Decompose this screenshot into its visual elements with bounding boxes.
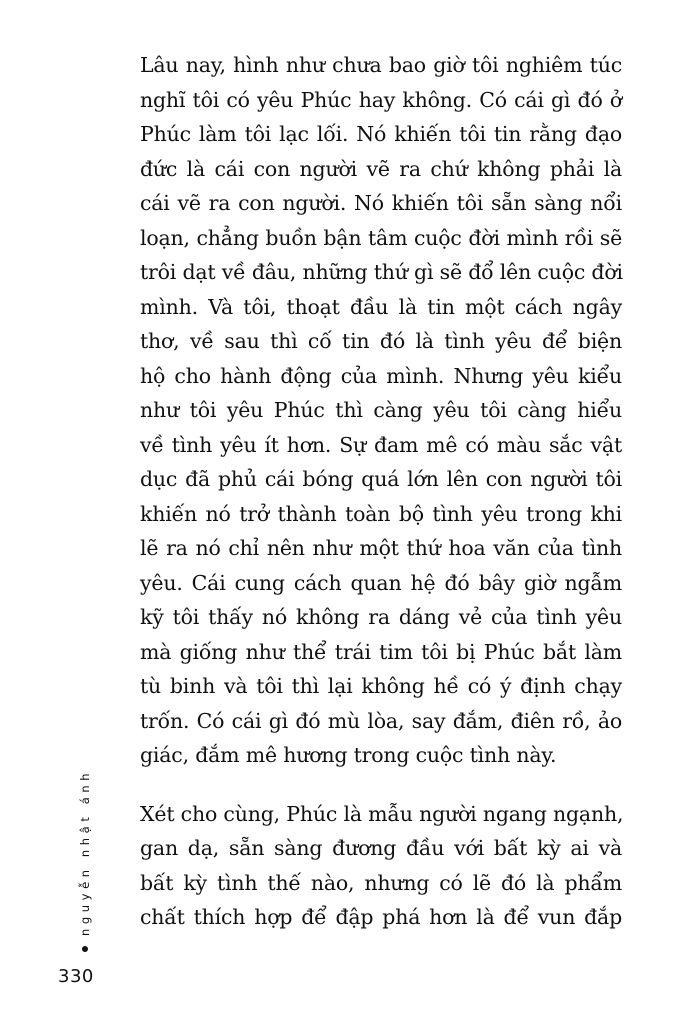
text-line: Xét cho cùng, Phúc là mẫu người ngang ngạnh, (140, 801, 624, 826)
paragraph-gap (140, 773, 622, 797)
text-line: cái vẽ ra con người. Nó khiến tôi sẵn sàng nổi (140, 191, 622, 215)
text-line: lẽ ra nó chỉ nên như một thứ hoa văn của tình (140, 536, 622, 560)
running-author-title (78, 769, 92, 952)
author-name: nguyễn nhật ánh (78, 768, 92, 936)
paragraph-1 (140, 48, 622, 773)
paragraph-2 (140, 797, 622, 935)
text-line: kỹ tôi thấy nó không ra dáng vẻ của tình yêu (140, 605, 622, 629)
text-line: khiến nó trở thành toàn bộ tình yêu trong khi (140, 501, 622, 526)
text-line: nghĩ tôi có yêu Phúc hay không. Có cái gì đó ở (140, 87, 622, 112)
text-line: giác, đắm mê hương trong cuộc tình này. (140, 743, 557, 767)
body-text (140, 48, 622, 935)
bullet-icon (82, 946, 88, 952)
text-line: tù binh và tôi thì lại không hề có ý định chạy (140, 674, 622, 698)
text-line: bất kỳ tình thế nào, nhưng có lẽ đó là phẩm (140, 870, 622, 895)
text-line: Lâu nay, hình như chưa bao giờ tôi nghiêm túc (140, 53, 622, 77)
text-line: như tôi yêu Phúc thì càng yêu tôi càng hiểu (140, 398, 622, 422)
text-line: loạn, chẳng buồn bận tâm cuộc đời mình rồi sẽ (140, 225, 622, 250)
text-line: yêu. Cái cung cách quan hệ đó bây giờ ngẫm (140, 570, 622, 595)
text-line: Phúc làm tôi lạc lối. Nó khiến tôi tin rằng đạo (140, 122, 622, 146)
text-line: mình. Và tôi, thoạt đầu là tin một cách ngây (140, 294, 622, 319)
page-number: 330 (58, 966, 94, 987)
text-line: đức là cái con người vẽ ra chứ không phải là (140, 156, 622, 181)
text-line: về tình yêu ít hơn. Sự đam mê có màu sắc vật (140, 432, 622, 457)
text-line: trôi dạt về đâu, những thứ gì sẽ đổ lên cuộc đời (140, 260, 623, 284)
text-line: chất thích hợp để đập phá hơn là để vun đắp (140, 905, 622, 929)
text-line: trốn. Có cái gì đó mù lòa, say đắm, điên rồ, ảo (140, 708, 622, 733)
text-line: gan dạ, sẵn sàng đương đầu với bất kỳ ai và (140, 836, 622, 860)
text-line: thơ, về sau thì cố tin đó là tình yêu để biện (140, 329, 622, 353)
text-line: dục đã phủ cái bóng quá lớn lên con người tôi (140, 467, 622, 491)
text-line: mà giống như thể trái tim tôi bị Phúc bắt làm (140, 639, 622, 664)
text-line: hộ cho hành động của mình. Nhưng yêu kiểu (140, 363, 622, 388)
